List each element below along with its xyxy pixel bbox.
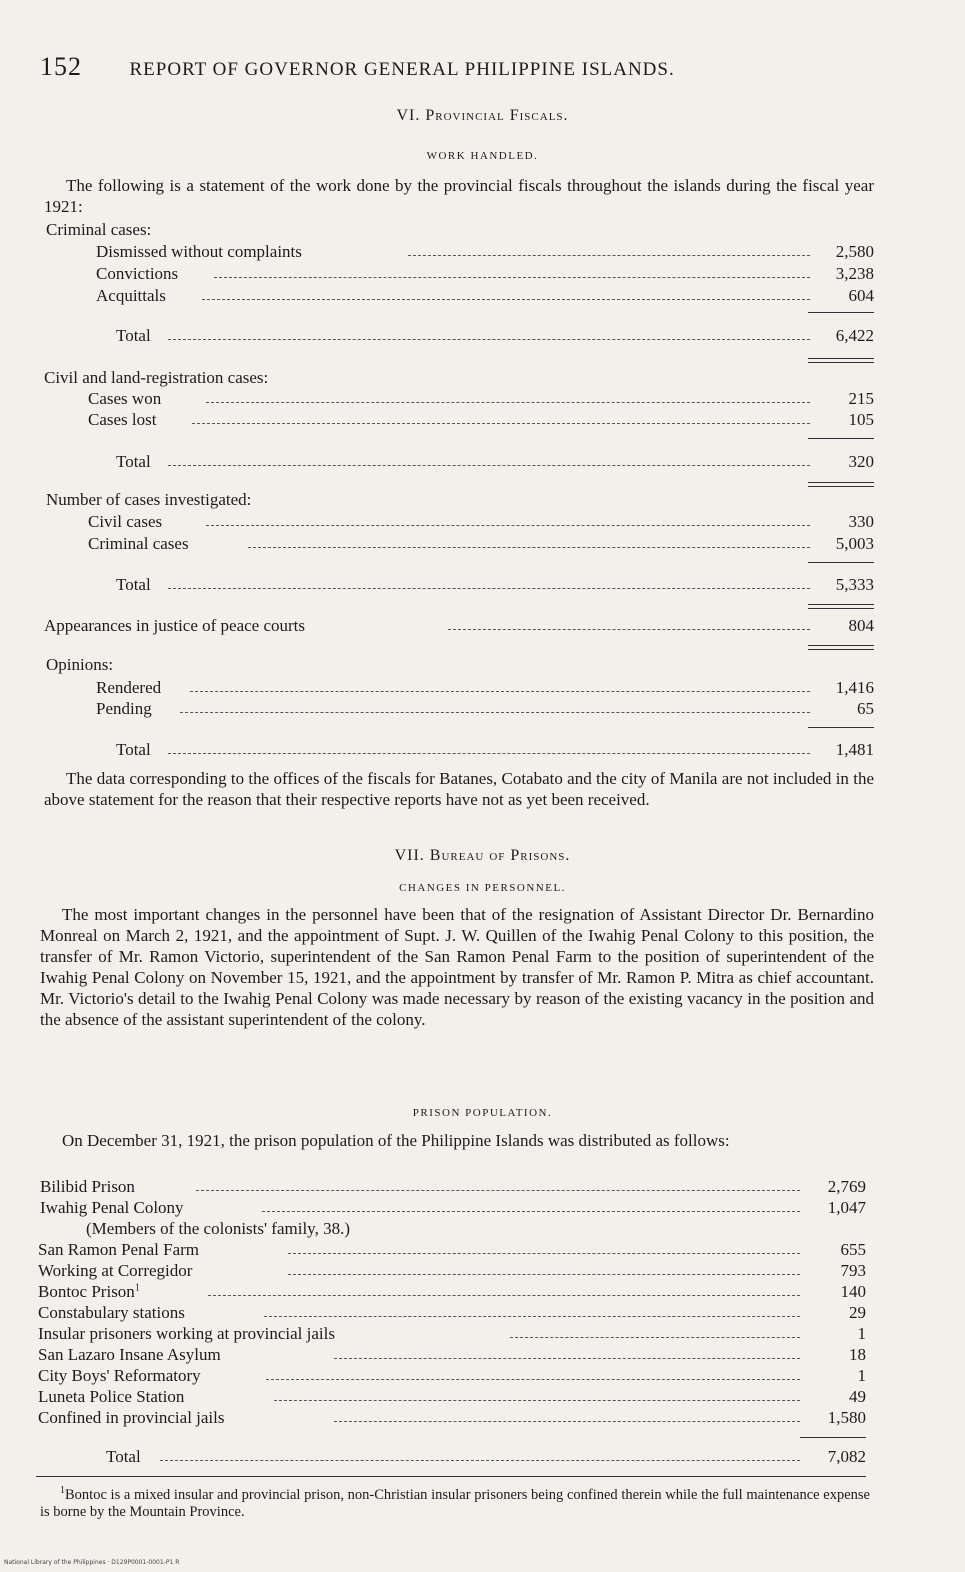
table-row: Cases lost 105: [88, 410, 874, 429]
section-title-provincial-fiscals: VI. Provincial Fiscals.: [396, 107, 569, 124]
table-row: Dismissed without complaints 2,580: [96, 242, 874, 261]
subtitle-work-handled: WORK HANDLED.: [426, 150, 539, 162]
table-row: San Ramon Penal Farm 655: [38, 1240, 866, 1259]
table-row: (Members of the colonists' family, 38.): [86, 1219, 350, 1238]
table-row: Bontoc Prison$^1$ 140: [38, 1282, 866, 1301]
table-row: City Boys' Reformatory 1: [38, 1366, 866, 1385]
intro-paragraph: The following is a statement of the work done by the provincial fiscals throughout the islands during the fiscal year 1921:: [44, 176, 874, 216]
subtitle-changes-in-personnel: CHANGES IN PERSONNEL.: [399, 882, 566, 894]
opinions-heading: Opinions:: [46, 655, 114, 674]
running-title: REPORT OF GOVERNOR GENERAL PHILIPPINE ISLANDS.: [129, 59, 675, 80]
total-row: Total 1,481: [116, 740, 874, 759]
running-header: [40, 52, 675, 82]
archive-credit: National Library of the Philippines · D129P0001-0001-P1 R: [4, 1559, 180, 1566]
investigated-heading: Number of cases investigated:: [46, 490, 252, 509]
total-row: Total 6,422: [116, 326, 874, 345]
page-number: 152: [40, 52, 82, 81]
table-row: Luneta Police Station 49: [38, 1387, 866, 1406]
table-row: Civil cases 330: [88, 512, 874, 531]
table-row: Working at Corregidor 793: [38, 1261, 866, 1280]
population-intro: On December 31, 1921, the prison population of the Philippine Islands was distributed as follows:: [62, 1131, 730, 1150]
subtitle-prison-population: PRISON POPULATION.: [412, 1107, 553, 1119]
table-row: San Lazaro Insane Asylum 18: [38, 1345, 866, 1364]
civil-heading: Civil and land-registration cases:: [44, 368, 269, 387]
table-row: Pending 65: [96, 699, 874, 718]
table-row: Cases won 215: [88, 389, 874, 408]
appearances-row: Appearances in justice of peace courts 804: [44, 616, 874, 635]
total-row: Total 5,333: [116, 575, 874, 594]
table-row: Constabulary stations 29: [38, 1303, 866, 1322]
footnote-marker: 1: [134, 1282, 140, 1294]
total-row: Total 7,082: [106, 1447, 866, 1466]
table-row: Iwahig Penal Colony 1,047: [40, 1198, 866, 1217]
footnote: $^1$Bontoc is a mixed insular and provincial prison, non-Christian insular prisoners being confined therein while the full maintenance expense is borne by the Mountain Province.: [40, 1485, 870, 1520]
table-row: Bilibid Prison 2,769: [40, 1177, 866, 1196]
fiscals-note: The data corresponding to the offices of the fiscals for Batanes, Cotabato and the city of Manila are not included in the above statement for the reason that their respective reports have not as yet been received.: [44, 769, 874, 809]
table-row: Insular prisoners working at provincial jails 1: [38, 1324, 866, 1343]
table-row: Criminal cases 5,003: [88, 534, 874, 553]
personnel-paragraph: The most important changes in the personnel have been that of the resignation of Assistant Director Dr. Bernardino Monreal on March 2, 1921, and the appointment of Supt. J. W. Quillen of the Iwahig Penal Colony to this position, the transfer of Mr. Ramon Victorio, superintendent of the San Ramon Penal Farm to the position of superintendent of the Iwahig Penal Colony on November 15, 1921, and the appointment by transfer of Mr. Ramon P. Mitra as chief accountant. Mr. Victorio's detail to the Iwahig Penal Colony was made necessary by reason of the existing vacancy in the position and the absence of the assistant superintendent of the colony.: [40, 905, 874, 1029]
table-row: Confined in provincial jails 1,580: [38, 1408, 866, 1427]
criminal-heading: Criminal cases:: [46, 220, 152, 239]
total-row: Total 320: [116, 452, 874, 471]
table-row: Acquittals 604: [96, 286, 874, 305]
table-row: Rendered 1,416: [96, 678, 874, 697]
section-title-bureau-of-prisons: VII. Bureau of Prisons.: [394, 847, 571, 864]
table-row: Convictions 3,238: [96, 264, 874, 283]
